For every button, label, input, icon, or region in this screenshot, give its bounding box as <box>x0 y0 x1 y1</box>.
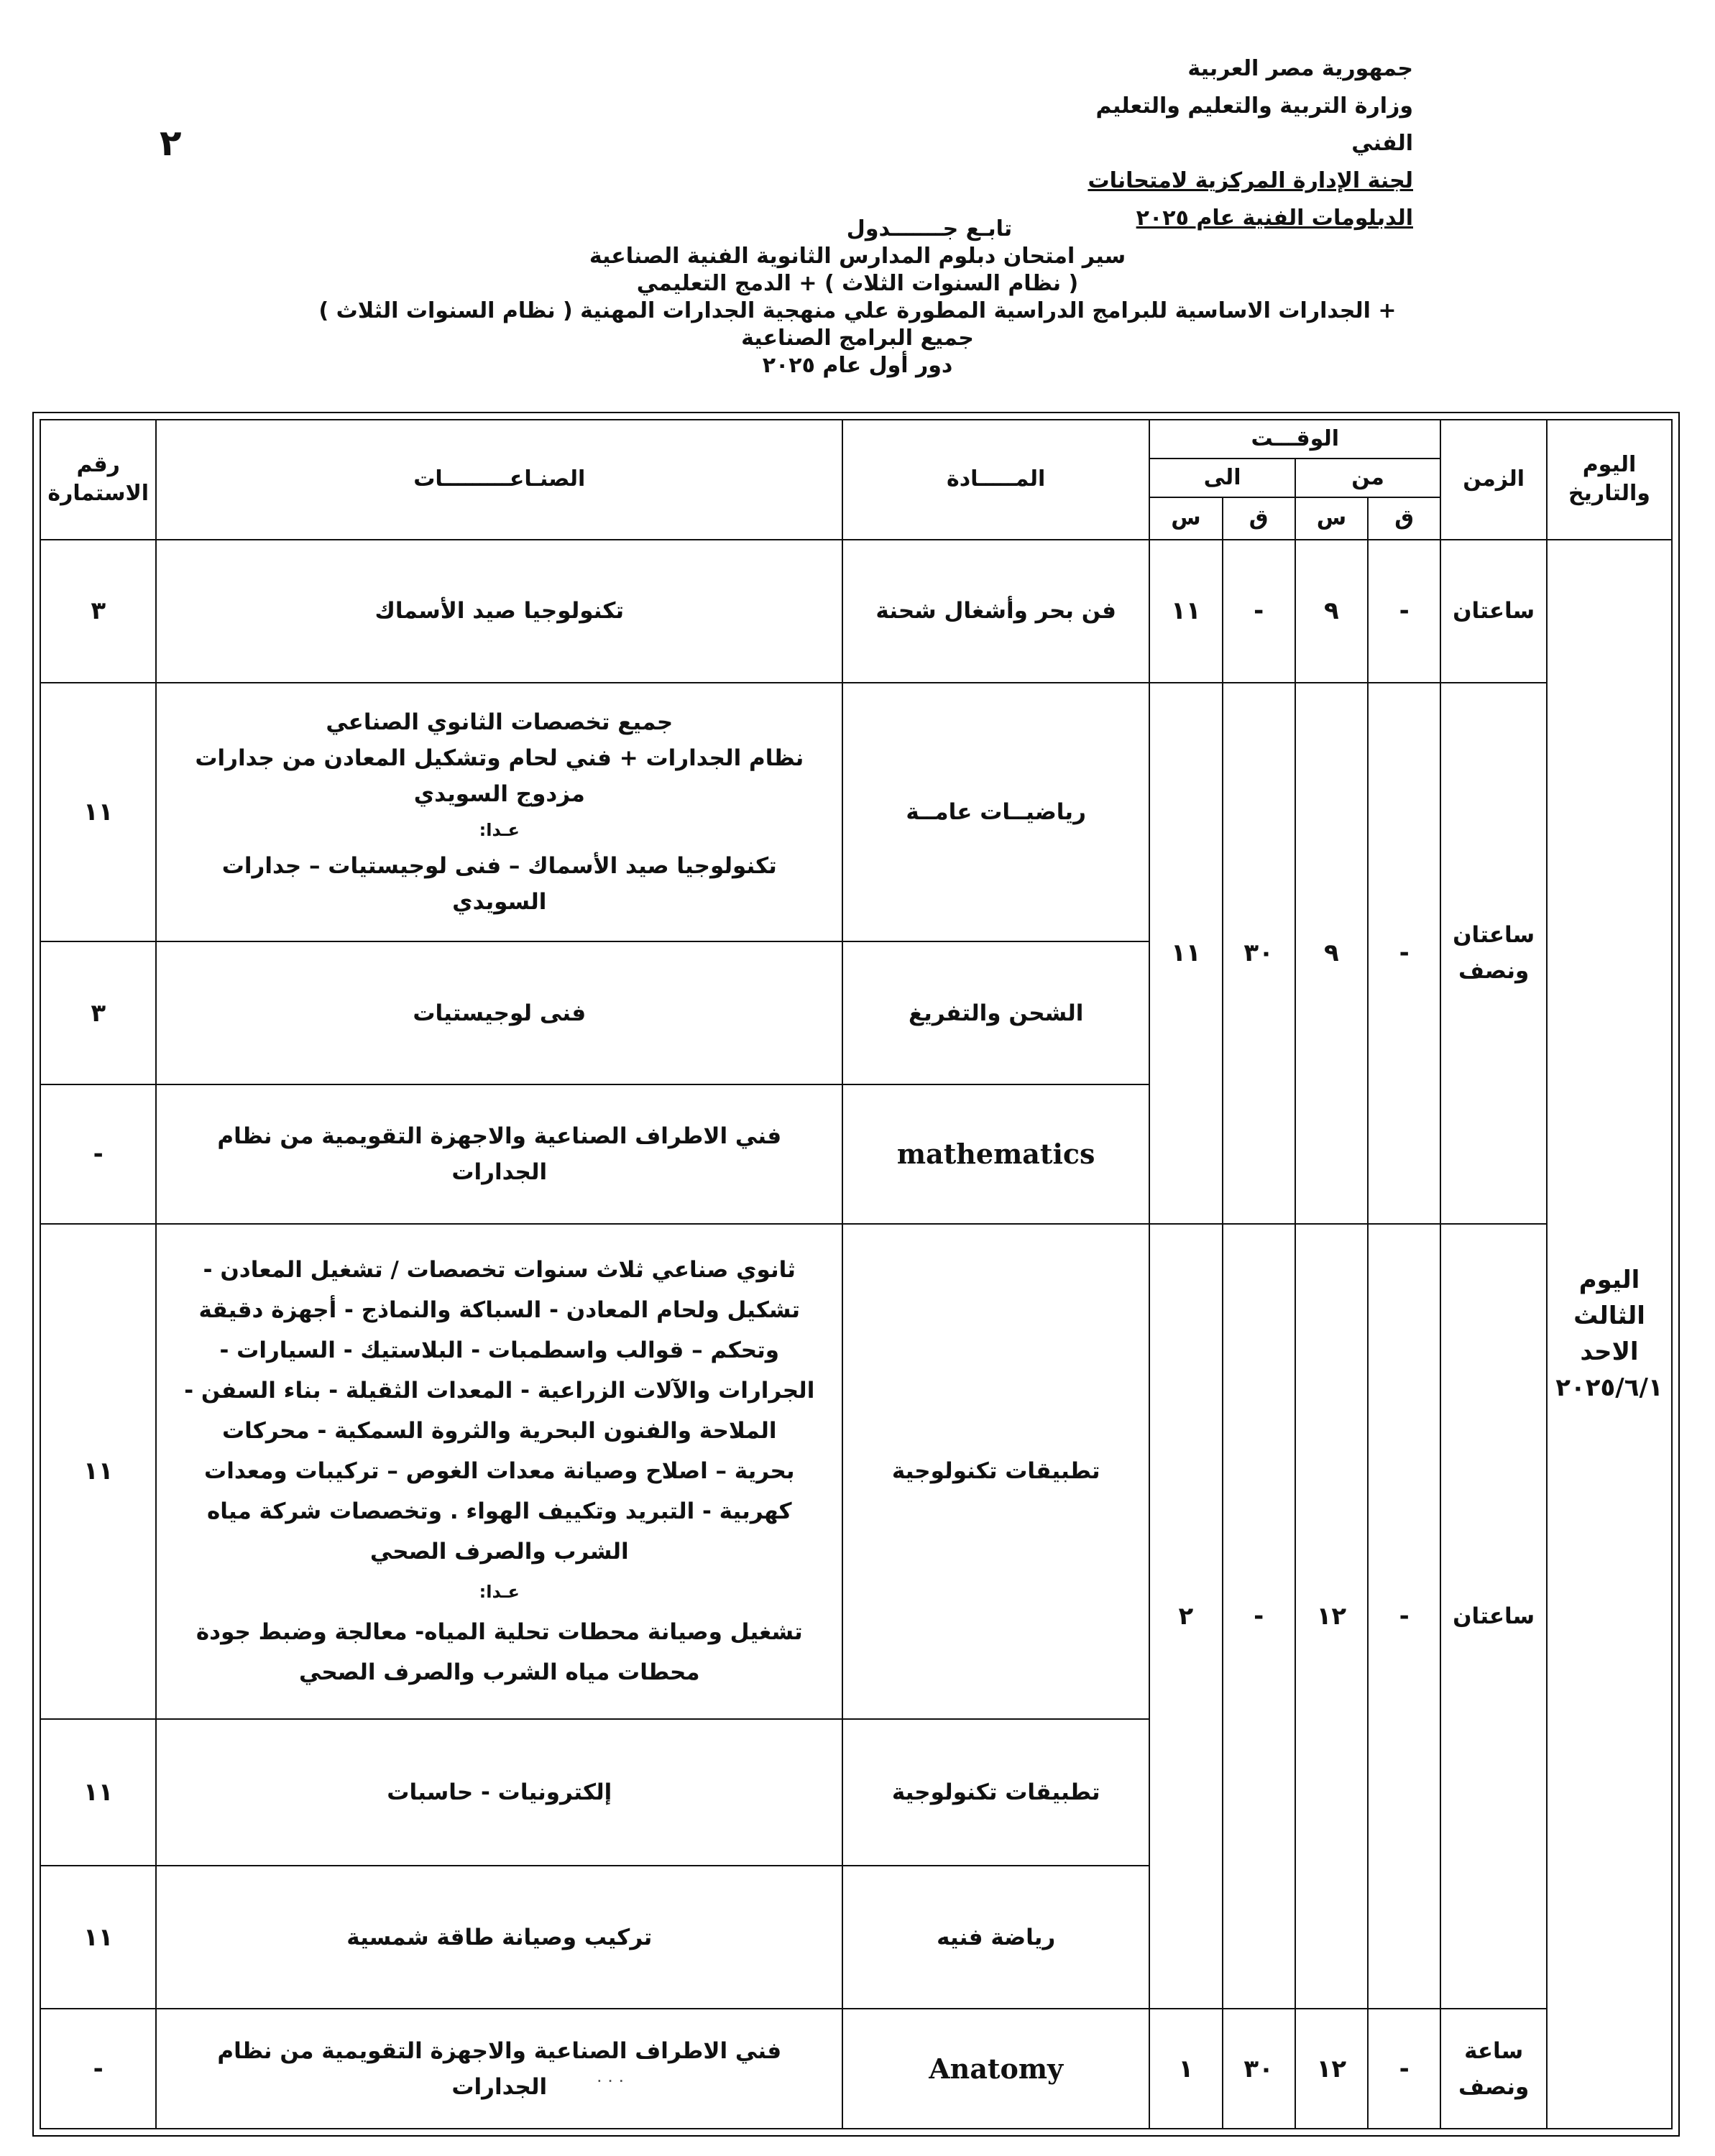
industry-line: السويدي <box>452 889 547 916</box>
form-number-cell: ٣ <box>40 941 156 1084</box>
subject-cell: mathematics <box>842 1084 1149 1224</box>
subject-cell: رياضيــات عامــة <box>842 683 1149 941</box>
header-line-country: جمهورية مصر العربية <box>1187 56 1413 81</box>
col-header-industries: الصنـاعـــــــــات <box>156 420 842 540</box>
subject-cell: تطبيقات تكنولوجية <box>842 1224 1149 1719</box>
from-minute-cell: - <box>1368 1224 1440 2009</box>
subject-cell: الشحن والتفريغ <box>842 941 1149 1084</box>
subject-cell: فن بحر وأشغال شحنة <box>842 540 1149 683</box>
to-hour-cell: ٢ <box>1149 1224 1222 2009</box>
duration-cell: ساعتان <box>1440 1224 1547 2009</box>
title-line: ( نظام السنوات الثلاث ) + الدمج التعليمي <box>636 271 1079 296</box>
table-row <box>40 540 1672 683</box>
form-number-cell: - <box>40 2009 156 2129</box>
duration-cell: ساعتان ونصف <box>1440 683 1547 1224</box>
industry-line: بحرية – اصلاح وصيانة معدات الغوص – تركيبات ومعدات <box>204 1458 795 1485</box>
table-row <box>40 1224 1672 1719</box>
industry-line: الجدارات <box>451 1159 548 1186</box>
from-hour-cell: ١٢ <box>1295 1224 1368 2009</box>
industry-line: الملاحة والفنون البحرية والثروة السمكية - محركات <box>222 1418 777 1445</box>
table-row <box>40 2009 1672 2129</box>
industries-cell <box>156 941 842 1084</box>
industry-line: ثانوي صناعي ثلاث سنوات تخصصات / تشغيل المعادن - <box>203 1257 796 1284</box>
industries-cell <box>156 1866 842 2009</box>
form-number-cell: ٣ <box>40 540 156 683</box>
except-label: عـدا: <box>479 1582 520 1603</box>
industry-line: تشكيل ولحام المعادن - السباكة والنماذج - أجهزة دقيقة <box>198 1297 801 1324</box>
header-line-ministry: وزارة التربية والتعليم والتعليم الفني <box>1095 93 1413 156</box>
col-header-from-hour: س <box>1295 497 1368 540</box>
page-number: ٢ <box>160 122 182 164</box>
industry-line: وتحكم – قوالب واسطمبات - البلاستيك - السيارات - <box>219 1337 780 1364</box>
industry-line: فني الاطراف الصناعية والاجهزة التقويمية من نظام <box>217 1123 782 1150</box>
except-label: عـدا: <box>479 820 520 841</box>
col-header-to: الى <box>1149 459 1295 497</box>
col-header-day-date: اليوم والتاريخ <box>1547 420 1672 540</box>
industry-line: جميع تخصصات الثانوي الصناعي <box>326 709 673 736</box>
day-ordinal: الثالث <box>1573 1302 1645 1331</box>
header-line-committee: لجنة الإدارة المركزية لامتحانات <box>1088 168 1413 193</box>
from-hour-cell: ١٢ <box>1295 2009 1368 2129</box>
day-name: الاحد <box>1580 1337 1639 1367</box>
header-line-diplomas: الدبلومات الفنية عام ٢٠٢٥ <box>1136 206 1413 231</box>
col-header-duration: الزمن <box>1440 420 1547 540</box>
industry-line: الجرارات والآلات الزراعية - المعدات الثقيلة - بناء السفن - <box>184 1378 815 1404</box>
to-hour-cell: ١١ <box>1149 683 1222 1224</box>
form-number-cell: - <box>40 1084 156 1224</box>
title-line: + الجدارات الاساسية للبرامج الدراسية المطورة علي منهجية الجدارات المهنية ( نظام السنوات الثلاث ) <box>318 298 1397 323</box>
col-header-from: من <box>1295 459 1441 497</box>
industries-cell <box>156 1719 842 1866</box>
industry-line: الشرب والصرف الصحي <box>369 1539 629 1565</box>
title-line: جميع البرامج الصناعية <box>741 326 974 351</box>
subject-cell: تطبيقات تكنولوجية <box>842 1719 1149 1866</box>
industry-line: تكنولوجيا صيد الأسماك – فنى لوجيستيات – جدارات <box>221 853 777 880</box>
col-header-to-minute: ق <box>1223 497 1295 540</box>
from-minute-cell: - <box>1368 683 1440 1224</box>
industry-line: نظام الجدارات + فني لحام وتشكيل المعادن من جدارات <box>195 745 804 772</box>
from-minute-cell: - <box>1368 540 1440 683</box>
from-hour-cell: ٩ <box>1295 540 1368 683</box>
subject-cell: رياضة فنيه <box>842 1866 1149 2009</box>
duration-cell: ساعة ونصف <box>1440 2009 1547 2129</box>
table-row <box>40 683 1672 941</box>
industries-cell <box>156 540 842 683</box>
exam-schedule-table <box>40 419 1673 2129</box>
col-header-time: الوقـــت <box>1149 420 1440 459</box>
form-number-cell: ١١ <box>40 1224 156 1719</box>
to-hour-cell: ١ <box>1149 2009 1222 2129</box>
industry-line: الجدارات <box>451 2073 548 2100</box>
industry-line: فني الاطراف الصناعية والاجهزة التقويمية من نظام <box>217 2037 782 2064</box>
industries-cell <box>156 1224 842 1719</box>
day-ordinal-label: اليوم <box>1578 1266 1640 1295</box>
to-minute-cell: ٣٠ <box>1223 2009 1295 2129</box>
to-minute-cell: ٣٠ <box>1223 683 1295 1224</box>
from-minute-cell: - <box>1368 2009 1440 2129</box>
industry-line: تكنولوجيا صيد الأسماك <box>374 598 625 625</box>
to-hour-cell: ١١ <box>1149 540 1222 683</box>
subject-cell: Anatomy <box>842 2009 1149 2129</box>
day-date-cell <box>1547 540 1672 2129</box>
industry-line: محطات مياه الشرب والصرف الصحي <box>298 1659 700 1686</box>
industry-line: كهربية - التبريد وتكييف الهواء . وتخصصات شركة مياه <box>206 1498 792 1525</box>
industry-line: مزدوج السويدي <box>413 781 585 808</box>
to-minute-cell: - <box>1223 540 1295 683</box>
industry-line: فنى لوجيستيات <box>413 1000 587 1026</box>
col-header-form-number: رقم الاستمارة <box>40 420 156 540</box>
form-number-cell: ١١ <box>40 683 156 941</box>
to-minute-cell: - <box>1223 1224 1295 2009</box>
title-line: سير امتحان دبلوم المدارس الثانوية الفنية الصناعية <box>589 244 1126 269</box>
title-line: تابـع جـــــــدول <box>846 216 1013 241</box>
duration-cell: ساعتان <box>1440 540 1547 683</box>
exam-date: ٢٠٢٥/٦/١ <box>1555 1373 1663 1403</box>
form-number-cell: ١١ <box>40 1719 156 1866</box>
form-number-cell: ١١ <box>40 1866 156 2009</box>
industry-line: إلكترونيات - حاسبات <box>387 1779 612 1805</box>
industry-line: تركيب وصيانة طاقة شمسية <box>346 1924 653 1950</box>
document-titles <box>0 216 1715 379</box>
industries-cell <box>156 2009 842 2129</box>
col-header-subject: المـــــادة <box>842 420 1149 540</box>
title-line: دور أول عام ٢٠٢٥ <box>762 353 953 378</box>
col-header-from-minute: ق <box>1368 497 1440 540</box>
ministry-header <box>1039 50 1413 237</box>
from-hour-cell: ٩ <box>1295 683 1368 1224</box>
margin-dots: . . . <box>597 2066 625 2086</box>
col-header-to-hour: س <box>1149 497 1222 540</box>
industries-cell <box>156 1084 842 1224</box>
industries-cell <box>156 683 842 941</box>
industry-line: تشغيل وصيانة محطات تحلية المياه- معالجة وضبط جودة <box>196 1619 803 1646</box>
